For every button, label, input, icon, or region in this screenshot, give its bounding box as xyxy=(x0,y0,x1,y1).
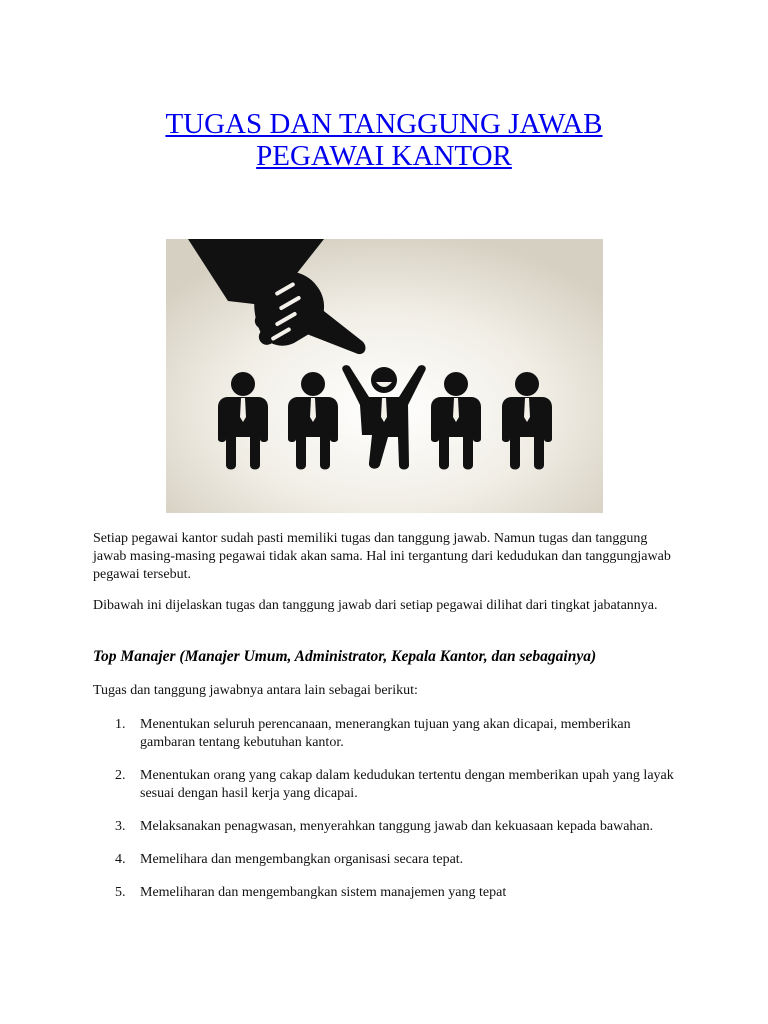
intro-paragraph: Setiap pegawai kantor sudah pasti memiliki tugas dan tanggung jawab. Namun tugas dan tanggung jawab masing-masing pegawai tidak akan sama. Hal ini tergantung dari kedudukan dan tanggungjawab pegawai tersebut. xyxy=(93,531,671,582)
list-number: 3. xyxy=(115,819,126,834)
list-number: 4. xyxy=(115,852,126,867)
list-number: 2. xyxy=(115,768,126,783)
page-title xyxy=(0,108,768,172)
explanation-paragraph: Dibawah ini dijelaskan tugas dan tanggung jawab dari setiap pegawai dilihat dari tingkat jabatannya. xyxy=(93,598,658,613)
list-number: 5. xyxy=(115,885,126,900)
list-item xyxy=(93,716,683,752)
list-intro: Tugas dan tanggung jawabnya antara lain sebagai berikut: xyxy=(93,683,418,698)
list-item-text: Menentukan orang yang cakap dalam kedudukan tertentu dengan memberikan upah yang layak sesuai dengan hasil kerja yang dicapai. xyxy=(140,768,674,801)
section-heading: Top Manajer (Manajer Umum, Administrator, Kepala Kantor, dan sebagainya) xyxy=(93,648,597,665)
title-link[interactable] xyxy=(165,108,602,172)
list-item xyxy=(93,818,683,836)
title-line-1: TUGAS DAN TANGGUNG JAWAB xyxy=(165,108,603,140)
list-item-text: Memeliharan dan mengembangkan sistem manajemen yang tepat xyxy=(140,885,507,900)
illustration-image xyxy=(166,239,603,513)
list-item-text: Memelihara dan mengembangkan organisasi secara tepat. xyxy=(140,852,464,867)
list-item-text: Menentukan seluruh perencanaan, menerangkan tujuan yang akan dicapai, memberikan gambaran tentang kebutuhan kantor. xyxy=(140,717,631,750)
title-line-2: PEGAWAI KANTOR xyxy=(256,140,512,172)
duties-list xyxy=(93,716,683,917)
list-number: 1. xyxy=(115,717,126,732)
list-item-text: Melaksanakan penagwasan, menyerahkan tanggung jawab dan kekuasaan kepada bawahan. xyxy=(140,819,654,834)
list-item xyxy=(93,767,683,803)
list-item xyxy=(93,851,683,869)
list-item xyxy=(93,884,683,902)
